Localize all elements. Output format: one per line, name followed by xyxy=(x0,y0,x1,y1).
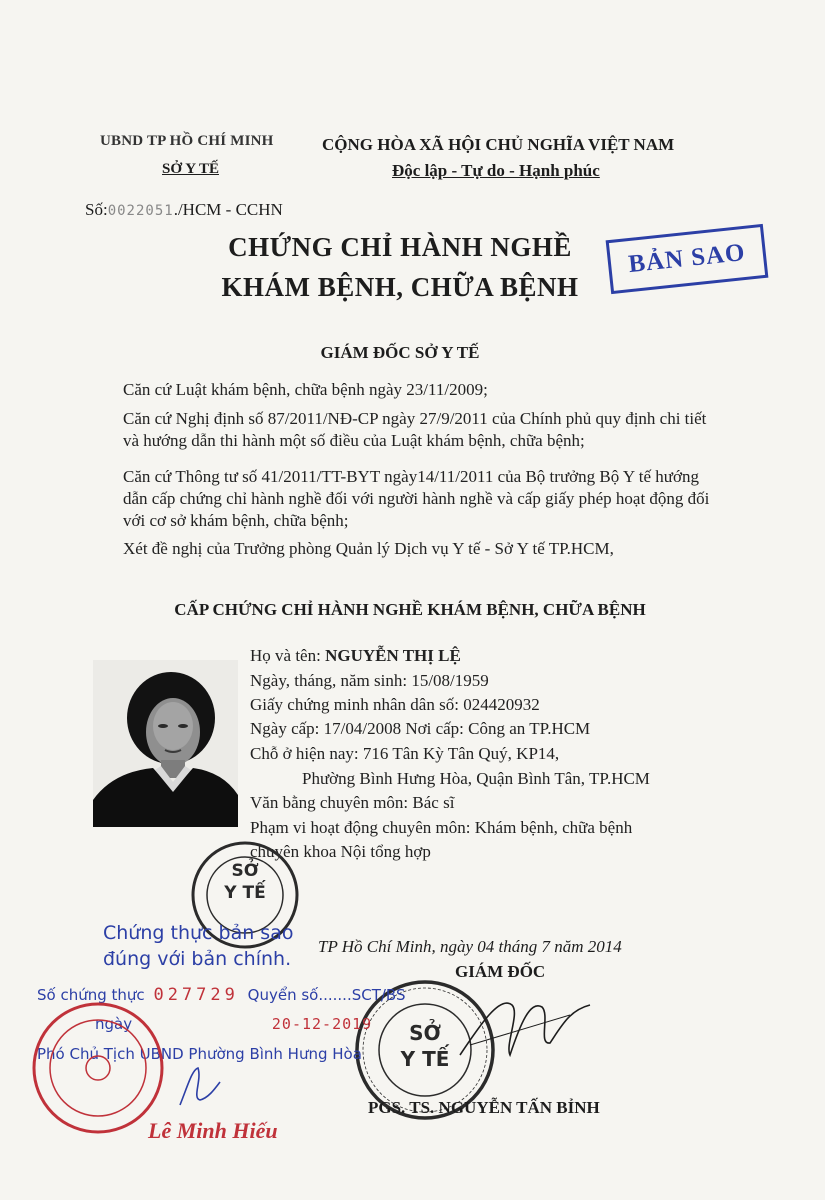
certificate-title-line2: KHÁM BỆNH, CHỮA BỆNH xyxy=(221,272,579,302)
degree-value: Bác sĩ xyxy=(412,793,455,812)
legal-basis-2: Căn cứ Nghị định số 87/2011/NĐ-CP ngày 27/9/2011 của Chính phủ quy định chi tiết và hướng dẫn thi hành một số điều của Luật khám bệnh, chữa bệnh; xyxy=(123,409,707,450)
issue-place-label: Nơi cấp: xyxy=(405,719,464,738)
dob-row xyxy=(250,670,489,692)
officer-signature-icon xyxy=(170,1060,230,1110)
dob-label: Ngày, tháng, năm sinh: xyxy=(250,671,408,690)
cert-date-label: ngày xyxy=(95,1015,133,1033)
authority-name: UBND TP HỒ CHÍ MINH xyxy=(100,133,274,149)
portrait-image xyxy=(93,660,238,827)
ward-seal-icon xyxy=(28,998,168,1138)
grant-title: CẤP CHỨNG CHỈ HÀNH NGHỀ KHÁM BỆNH, CHỮA BỆNH xyxy=(174,600,646,619)
cert-book: Quyển số.......SCT/BS xyxy=(247,986,406,1004)
holder-name: NGUYỄN THỊ LỆ xyxy=(325,646,461,665)
degree-label: Văn bằng chuyên môn: xyxy=(250,793,409,812)
degree-row xyxy=(250,792,454,814)
photo-seal-line2: Y TẾ xyxy=(224,883,266,903)
certificate-title-line1: CHỨNG CHỈ HÀNH NGHỀ xyxy=(228,232,572,262)
scope-line2: chuyên khoa Nội tổng hợp xyxy=(250,842,431,861)
scope-row xyxy=(250,817,632,839)
issue-date-value: 17/04/2008 xyxy=(323,719,402,738)
director-signature-icon xyxy=(450,985,600,1070)
legal-basis-3: Căn cứ Thông tư số 41/2011/TT-BYT ngày14/11/2011 của Bộ trưởng Bộ Y tế hướng dẫn cấp chứng chỉ hành nghề đối với người hành nghề và cấp giấy phép hoạt động đối với cơ sở khám bệnh, chữa bệnh; xyxy=(123,467,710,530)
certificate-number xyxy=(85,200,283,220)
address-line2: Phường Bình Hưng Hòa, Quận Bình Tân, TP.HCM xyxy=(302,769,650,788)
address-line1: 716 Tân Kỳ Tân Quý, KP14, xyxy=(362,744,560,763)
official-seal-line2: Y TẾ xyxy=(400,1047,450,1071)
copy-stamp: BẢN SAO xyxy=(606,224,769,294)
certification-line1: Chứng thực bản sao xyxy=(103,922,294,944)
number-suffix: ./HCM - CCHN xyxy=(173,200,283,219)
certification-line2: đúng với bản chính. xyxy=(103,948,292,970)
cert-number-label: Số chứng thực xyxy=(37,986,145,1004)
issue-row xyxy=(250,718,590,740)
signer-name: PGS. TS. NGUYỄN TẤN BỈNH xyxy=(368,1098,600,1117)
id-label: Giấy chứng minh nhân dân số: xyxy=(250,695,459,714)
certification-officer-title: Phó Chủ Tịch UBND Phường Bình Hưng Hòa xyxy=(37,1045,362,1063)
legal-basis-4: Xét đề nghị của Trưởng phòng Quản lý Dịch vụ Y tế - Sở Y tế TP.HCM, xyxy=(123,539,614,558)
number-value: 0022051 xyxy=(107,203,174,219)
legal-basis-1: Căn cứ Luật khám bệnh, chữa bệnh ngày 23/11/2009; xyxy=(123,380,488,399)
issuer-title: GIÁM ĐỐC SỞ Y TẾ xyxy=(320,343,480,362)
official-seal-line1: SỞ xyxy=(409,1021,441,1045)
scope-label: Phạm vi hoạt động chuyên môn: xyxy=(250,818,471,837)
id-row xyxy=(250,694,540,716)
holder-photo xyxy=(93,660,238,827)
issue-date-label: Ngày cấp: xyxy=(250,719,320,738)
photo-seal-text xyxy=(205,860,285,904)
department-name: SỞ Y TẾ xyxy=(162,161,219,177)
officer-name: Lê Minh Hiếu xyxy=(148,1118,278,1143)
cert-date-value: 20-12-2019 xyxy=(271,1015,373,1033)
signer-title: GIÁM ĐỐC xyxy=(455,962,546,981)
dob-value: 15/08/1959 xyxy=(411,671,489,690)
number-prefix: Số: xyxy=(85,200,108,219)
issue-place-value: Công an TP.HCM xyxy=(468,719,591,738)
address-label: Chỗ ở hiện nay: xyxy=(250,744,359,763)
holder-name-row xyxy=(250,645,461,667)
cert-number-value: 027729 xyxy=(153,985,239,1005)
national-title: CỘNG HÒA XÃ HỘI CHỦ NGHĨA VIỆT NAM xyxy=(322,135,675,154)
name-label: Họ và tên: xyxy=(250,646,321,665)
place-date: TP Hồ Chí Minh, ngày 04 tháng 7 năm 2014 xyxy=(318,937,622,956)
national-motto: Độc lập - Tự do - Hạnh phúc xyxy=(392,161,600,180)
photo-seal-line1: SỞ xyxy=(231,861,259,881)
id-value: 024420932 xyxy=(463,695,540,714)
address-row xyxy=(250,743,559,765)
scope-line1: Khám bệnh, chữa bệnh xyxy=(474,818,633,837)
